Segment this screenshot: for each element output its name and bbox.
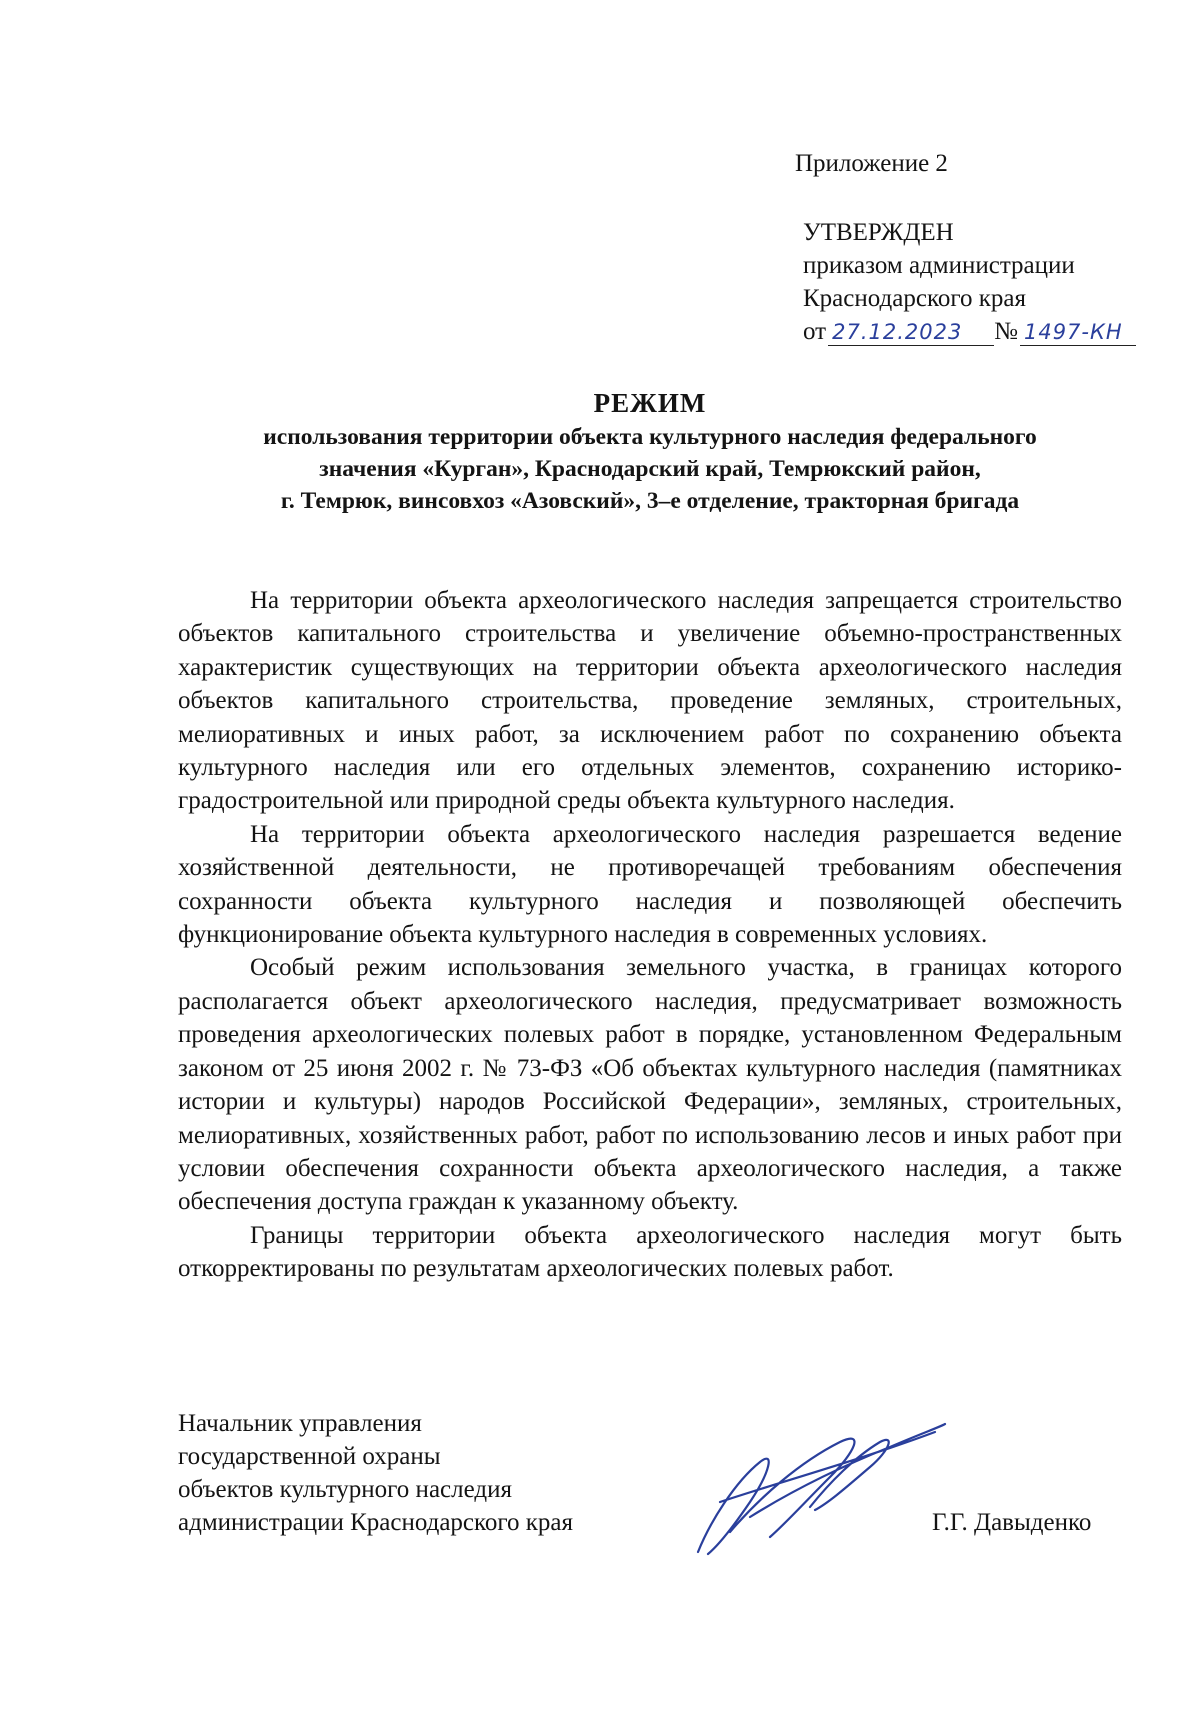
appendix-label: Приложение 2 bbox=[795, 150, 948, 177]
handwritten-date: 27.12.2023 bbox=[828, 319, 994, 346]
date-prefix: от bbox=[803, 318, 827, 345]
signatory-line-3: объектов культурного наследия bbox=[178, 1476, 512, 1503]
document-body bbox=[178, 584, 1122, 1286]
paragraph-1: На территории объекта археологического наследия запрещается строительство объектов капитального строительства и увеличение объемно-пространственных характеристик существующих на территории объекта археологического наследия объектов капитального строительства, проведение земляных, строительных, мелиоративных и иных работ, за исключением работ по сохранению объекта культурного наследия или его отдельных элементов, сохранению историко-градостроительной или природной среды объекта культурного наследия. bbox=[178, 587, 1122, 815]
document-title: РЕЖИМ bbox=[593, 388, 707, 418]
subtitle-line-2: значения «Курган», Краснодарский край, Темрюкский район, bbox=[319, 456, 981, 482]
paragraph-2: На территории объекта археологического наследия разрешается ведение хозяйственной деятельности, не противоречащей требованиям обеспечения сохранности объекта культурного наследия и позволяющей обеспечить функционирование объекта культурного наследия в современных условиях. bbox=[178, 820, 1122, 949]
approval-date-line bbox=[803, 315, 1136, 348]
signer-name: Г.Г. Давыденко bbox=[932, 1509, 1092, 1536]
approved-heading: УТВЕРЖДЕН bbox=[803, 219, 954, 246]
document-title-block bbox=[170, 385, 1130, 517]
handwritten-signature bbox=[690, 1412, 950, 1562]
signatory-position bbox=[178, 1407, 573, 1539]
signatory-line-2: государственной охраны bbox=[178, 1443, 441, 1470]
handwritten-number: 1497-КН bbox=[1020, 319, 1136, 346]
approval-line-2: Краснодарского края bbox=[803, 285, 1026, 312]
number-prefix: № bbox=[994, 318, 1018, 345]
signatory-line-1: Начальник управления bbox=[178, 1410, 422, 1437]
paragraph-4: Границы территории объекта археологического наследия могут быть откорректированы по результатам археологических полевых работ. bbox=[178, 1221, 1122, 1283]
subtitle-line-3: г. Темрюк, винсовхоз «Азовский», 3–е отделение, тракторная бригада bbox=[280, 488, 1020, 514]
approval-line-1: приказом администрации bbox=[803, 252, 1075, 279]
signatory-line-4: администрации Краснодарского края bbox=[178, 1509, 574, 1536]
subtitle-line-1: использования территории объекта культурного наследия федерального bbox=[263, 424, 1037, 450]
approval-stamp-block bbox=[803, 216, 1136, 348]
paragraph-3: Особый режим использования земельного участка, в границах которого располагается объект археологического наследия, предусматривает возможность проведения археологических полевых работ в порядке, установленном Федеральным законом от 25 июня 2002 г. № 73-ФЗ «Об объектах культурного наследия (памятниках истории и культуры) народов Российской Федерации», земляных, строительных, мелиоративных, хозяйственных работ, работ по использованию лесов и иных работ при условии обеспечения сохранности объекта археологического наследия, а также обеспечения доступа граждан к указанному объекту. bbox=[178, 954, 1122, 1216]
